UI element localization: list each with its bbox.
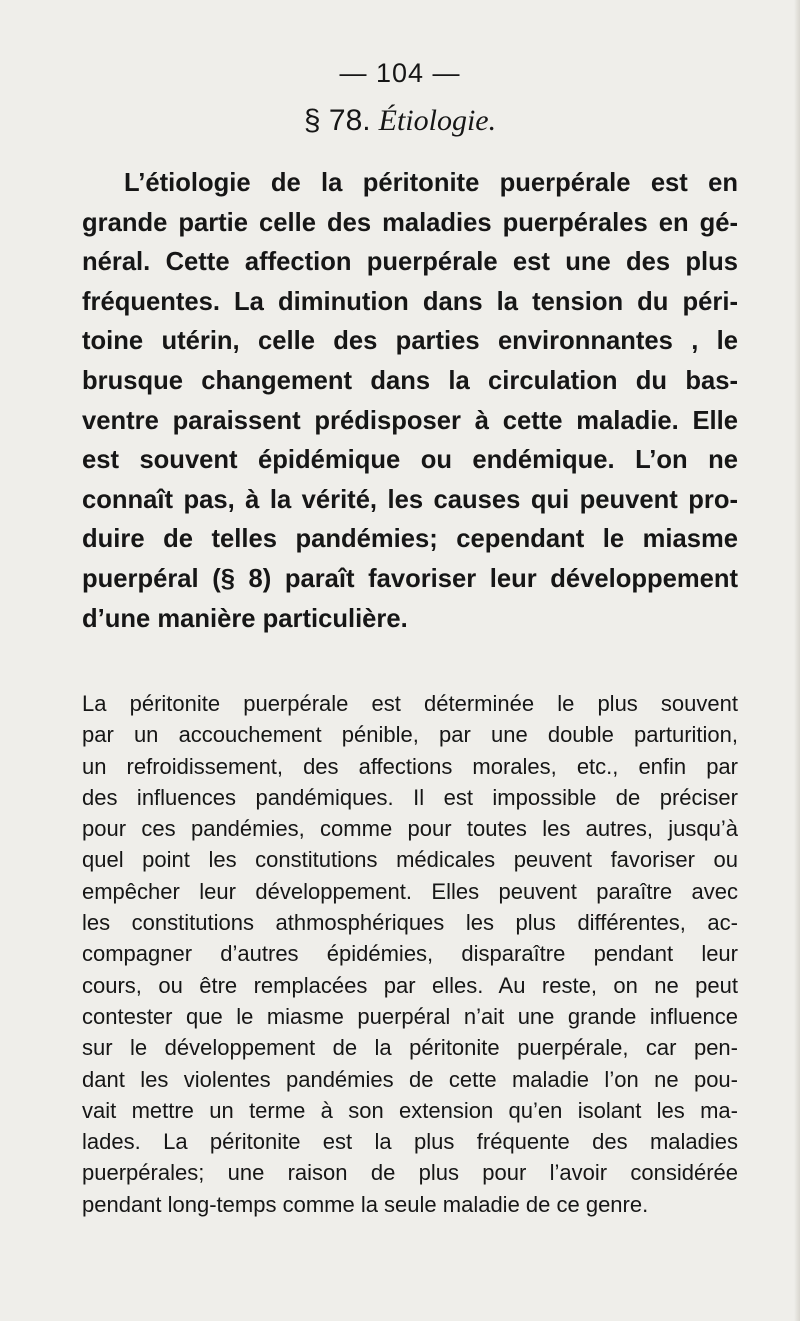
- text-line: néral. Cette affection puerpérale est une des plus: [82, 248, 738, 277]
- text-line: compagner d’autres épidémies, disparaître pendant leur: [82, 941, 738, 967]
- text-line: les constitutions athmosphériques les plus différentes, ac-: [82, 910, 738, 936]
- main-paragraph: [82, 164, 738, 639]
- text-line: fréquentes. La diminution dans la tension du péri-: [82, 287, 738, 316]
- page-number: — 104 —: [339, 58, 461, 88]
- text-line: toine utérin, celle des parties environnantes , le: [82, 327, 738, 356]
- text-line: contester que le miasme puerpéral n’ait une grande influence: [82, 1003, 738, 1029]
- text-line: dant les violentes pandémies de cette maladie l’on ne pou-: [82, 1066, 738, 1092]
- text-line: lades. La péritonite est la plus fréquente des maladies: [82, 1129, 738, 1155]
- text-line: connaît pas, à la vérité, les causes qui peuvent pro-: [82, 485, 738, 514]
- text-line: pendant long-temps comme la seule maladie de ce genre.: [82, 1191, 649, 1217]
- text-line: des influences pandémiques. Il est impossible de préciser: [82, 784, 738, 810]
- text-line: sur le développement de la péritonite puerpérale, car pen-: [82, 1035, 738, 1061]
- text-line: duire de telles pandémies; cependant le miasme: [82, 525, 738, 554]
- text-line: quel point les constitutions médicales peuvent favoriser ou: [82, 847, 738, 873]
- text-line: par un accouchement pénible, par une double parturition,: [82, 722, 738, 748]
- note-paragraph: [82, 688, 738, 1220]
- text-line: empêcher leur développement. Elles peuvent paraître avec: [82, 878, 738, 904]
- text-line: grande partie celle des maladies puerpérales en gé-: [82, 208, 738, 237]
- page-edge-shadow: [794, 0, 800, 1321]
- text-line: L’étiologie de la péritonite puerpérale est en: [124, 169, 738, 197]
- text-line: La péritonite puerpérale est déterminée le plus souvent: [82, 691, 738, 716]
- section-number: § 78.: [303, 104, 371, 137]
- text-line: puerpéral (§ 8) paraît favoriser leur développement: [82, 564, 738, 593]
- text-line: ventre paraissent prédisposer à cette maladie. Elle: [82, 406, 738, 435]
- section-heading: [0, 104, 800, 138]
- text-line: est souvent épidémique ou endémique. L’on ne: [82, 446, 738, 475]
- text-line: brusque changement dans la circulation du bas-: [82, 366, 738, 395]
- text-line: un refroidissement, des affections morales, etc., enfin par: [82, 753, 738, 779]
- section-title: Étiologie.: [378, 104, 497, 137]
- text-line: d’une manière particulière.: [82, 604, 408, 633]
- text-line: puerpérales; une raison de plus pour l’avoir considérée: [82, 1160, 738, 1186]
- text-line: vait mettre un terme à son extension qu’en isolant les ma-: [82, 1097, 738, 1123]
- text-line: cours, ou être remplacées par elles. Au reste, on ne peut: [82, 972, 738, 998]
- text-line: pour ces pandémies, comme pour toutes les autres, jusqu’à: [82, 816, 738, 842]
